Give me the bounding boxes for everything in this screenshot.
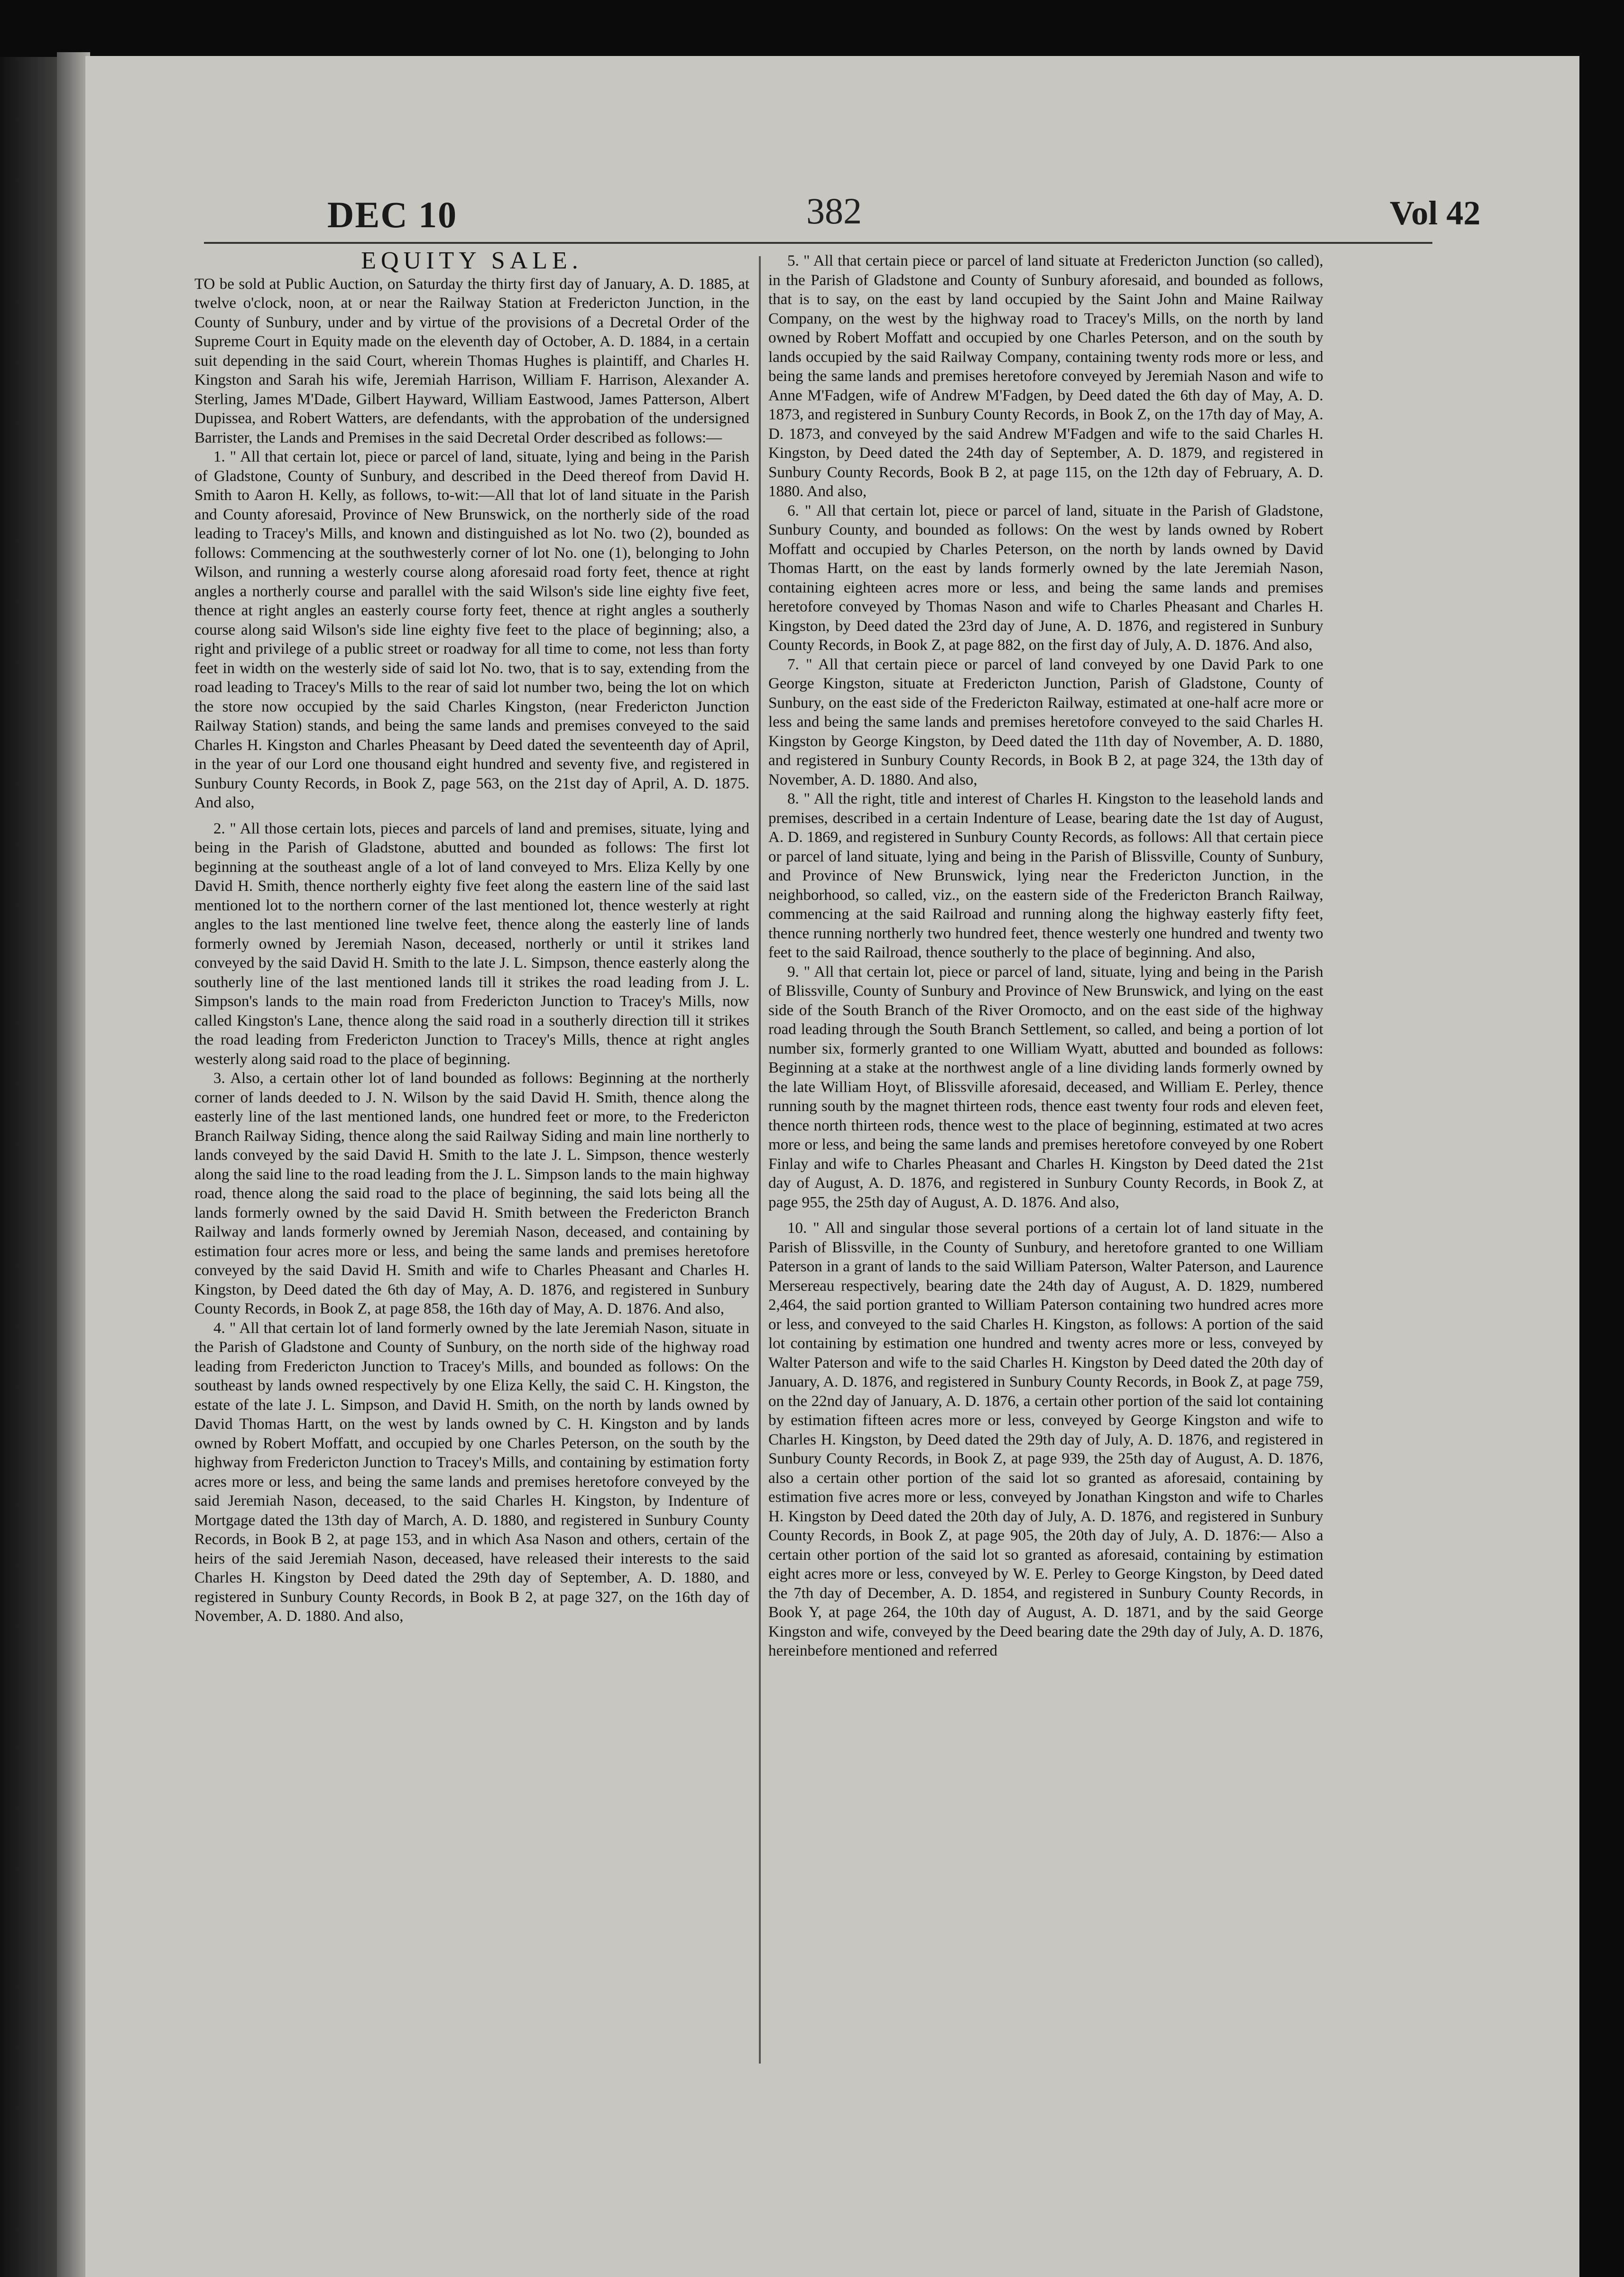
header-rule xyxy=(204,242,1432,244)
intro-paragraph: TO be sold at Public Auction, on Saturday the thirty first day of January, A. D. 1885, at twelve o'clock, noon, at or near the Railway Station at Fredericton Junction, in the County of Sunbury, under and by virtue of the provisions of a Decretal Order of the Supreme Court in Equity made on the eleventh day of October, A. D. 1884, in a certain suit depending in the said Court, wherein Thomas Hughes is plaintiff, and Charles H. Kingston and Sarah his wife, Jeremiah Harrison, William F. Harrison, Alexander A. Sterling, James M'Dade, Gilbert Hayward, William Eastwood, James Patterson, Albert Dupissea, and Robert Watters, are defendants, with the approbation of the undersigned Barrister, the Lands and Premises in the said Decretal Order described as follows:— xyxy=(194,275,749,446)
column-divider xyxy=(759,256,761,2064)
page-number: 382 xyxy=(806,190,862,231)
lot-paragraph-5: 5. " All that certain piece or parcel of land situate at Fredericton Junction (so called), in the Parish of Gladstone and County of Sunbury aforesaid, and bounded as follows, that is to say, on the east by land occupied by the Saint John and Maine Railway Company, on the west by the highway road to Tracey's Mills, on the north by land owned by Robert Moffatt and occupied by one Charles Peterson, and on the south by lands occupied by the said Railway Company, containing twenty rods more or less, and being the same lands and premises heretofore conveyed by Jeremiah Nason and wife to Anne M'Fadgen, wife of Andrew M'Fadgen, by Deed dated the 6th day of May, A. D. 1873, and registered in Sunbury County Records, in Book Z, on the 17th day of May, A. D. 1873, and conveyed by the said Andrew M'Fadgen and wife to the said Charles H. Kingston, by Deed dated the 24th day of September, A. D. 1879, and registered in Sunbury County Records, Book B 2, at page 115, on the 12th day of February, A. D. 1880. And also, xyxy=(768,252,1323,500)
page-header xyxy=(85,190,1579,255)
volume-label: Vol 42 xyxy=(1390,194,1481,232)
left-column xyxy=(194,251,749,2068)
lot-paragraph-10: 10. " All and singular those several portions of a certain lot of land situate in the Parish of Blissville, in the County of Sunbury, and heretofore granted to one William Paterson in a grant of lands to the said William Paterson, Walter Paterson, and Laurence Mersereau respectively, bearing date the 24th day of August, A. D. 1829, numbered 2,464, the said portion granted to William Paterson containing two hundred acres more or less, and conveyed to the said Charles H. Kingston, as follows: A portion of the said lot containing by estimation one hundred and twenty acres more or less, conveyed by Walter Paterson and wife to the said Charles H. Kingston by Deed dated the 20th day of January, A. D. 1876, and registered in Sunbury County Records, in Book Z, at page 759, on the 22nd day of January, A. D. 1876, a certain other portion of the said lot containing by estimation fifteen acres more or less, conveyed by George Kingston and wife to Charles H. Kingston, by Deed dated the 29th day of July, A. D. 1876, and registered in Sunbury County Records, in Book Z, at page 939, the 25th day of August, A. D. 1876, also a certain other portion of the said lot so granted as aforesaid, containing by estimation five acres more or less, conveyed by Jonathan Kingston and wife to Charles H. Kingston by Deed dated the 20th day of July, A. D. 1876, and registered in Sunbury County Records, in Book Z, at page 905, the 20th day of July, A. D. 1876:— Also a certain other portion of the said lot so granted as aforesaid, containing by estimation eight acres more or less, conveyed by W. E. Perley to George Kingston, by Deed dated the 7th day of December, A. D. 1854, and registered in Sunbury County Records, in Book Y, at page 264, the 10th day of August, A. D. 1871, and by the said George Kingston and wife, conveyed by the Deed bearing date the 29th day of July, A. D. 1876, hereinbefore mentioned and referred xyxy=(768,1220,1323,1659)
lot-paragraph-3: 3. Also, a certain other lot of land bounded as follows: Beginning at the northerly corner of lands deeded to J. N. Wilson by the said David H. Smith, thence along the easterly line of the last mentioned lands, one hundred feet or more, to the Fredericton Branch Railway Siding, thence along the said Railway Siding and main line northerly to lands conveyed by the said David H. Smith to the late J. L. Simpson, thence westerly along the said line to the road leading from the J. L. Simpson lands to the main highway road, thence along the said road to the place of beginning, the said lots being all the lands formerly owned by the said David H. Smith between the Fredericton Branch Railway and lands formerly owned by Jeremiah Nason, deceased, and containing by estimation four acres more or less, and being the same lands and premises heretofore conveyed by the said David H. Smith and wife to Charles Pheasant and Charles H. Kingston, by Deed dated the 6th day of May, A. D. 1876, and registered in Sunbury County Records, in Book Z, at page 858, the 16th day of May, A. D. 1876. And also, xyxy=(194,1070,749,1317)
lot-paragraph-4: 4. " All that certain lot of land formerly owned by the late Jeremiah Nason, situate in the Parish of Gladstone and County of Sunbury, on the north side of the highway road leading from Fredericton Junction to Tracey's Mills, and bounded as follows: On the southeast by lands owned respectively by one Eliza Kelly, the said C. H. Kingston, the estate of the late J. L. Simpson, and David H. Smith, on the north by lands owned by David Thomas Hartt, on the west by lands owned by C. H. Kingston and by lands owned by Robert Moffatt, and occupied by one Charles Peterson, on the south by the highway from Fredericton Junction to Tracey's Mills, and containing by estimation forty acres more or less, and being the same lands and premises heretofore conveyed by the said Jeremiah Nason, deceased, to the said Charles H. Kingston, by Indenture of Mortgage dated the 13th day of March, A. D. 1880, and registered in Sunbury County Records, in Book B 2, at page 153, and in which Asa Nason and others, certain of the heirs of the said Jeremiah Nason, deceased, have released their interests to the said Charles H. Kingston by Deed dated the 29th day of September, A. D. 1880, and registered in Sunbury County Records, in Book B 2, at page 327, on the 16th day of November, A. D. 1880. And also, xyxy=(194,1319,749,1625)
lot-paragraph-6: 6. " All that certain lot, piece or parcel of land, situate in the Parish of Gladstone, Sunbury County, and bounded as follows: On the west by lands owned by Robert Moffatt and occupied by Charles Peterson, on the north by lands owned by David Thomas Hartt, on the east by lands formerly owned by the late Jeremiah Nason, containing eighteen acres more or less, and being the same lands and premises heretofore conveyed by Thomas Nason and wife to Charles Pheasant and Charles H. Kingston, by Deed dated the 23rd day of June, A. D. 1876, and registered in Sunbury County Records, in Book Z, at page 882, on the first day of July, A. D. 1876. And also, xyxy=(768,502,1323,654)
right-column xyxy=(768,251,1323,2068)
lot-paragraph-1: 1. " All that certain lot, piece or parcel of land, situate, lying and being in the Parish of Gladstone, County of Sunbury, and described in the Deed thereof from David H. Smith to Aaron H. Kelly, as follows, to-wit:—All that lot of land situate in the Parish and County aforesaid, Province of New Brunswick, on the northerly side of the road leading to Tracey's Mills, and known and distinguished as lot No. two (2), bounded as follows: Commencing at the southwesterly corner of lot No. one (1), belonging to John Wilson, and running a westerly course along aforesaid road forty feet, thence at right angles a northerly course and parallel with the said Wilson's side line eighty five feet, thence at right angles an easterly course forty feet, thence at right angles a southerly course along said Wilson's side line eighty five feet to the place of beginning; also, a right and privilege of a public street or roadway for all time to come, not less than forty feet in width on the westerly side of said lot No. two, that is to say, extending from the road leading to Tracey's Mills to the rear of said lot number two, being the lot on which the store now occupied by the said Charles Kingston, (near Fredericton Junction Railway Station) stands, and being the same lands and premises conveyed to the said Charles H. Kingston and Charles Pheasant by Deed dated the seventeenth day of April, in the year of our Lord one thousand eight hundred and seventy five, and registered in Sunbury County Records, in Book Z, page 563, on the 21st day of April, A. D. 1875. And also, xyxy=(194,448,749,811)
lot-paragraph-2: 2. " All those certain lots, pieces and parcels of land and premises, situate, lying and being in the Parish of Gladstone, abutted and bounded as follows: The first lot beginning at the southeast angle of a lot of land conveyed to Mrs. Eliza Kelly by one David H. Smith, thence northerly eighty five feet along the eastern line of the said last mentioned lot to the northern corner of the last mentioned lot, thence westerly at right angles to the last mentioned line twelve feet, thence along the easterly line of lands formerly owned by Jeremiah Nason, deceased, northerly or until it strikes land conveyed by the said David H. Smith to the late J. L. Simpson, thence easterly along the southerly line of the last mentioned lands till it strikes the road leading from J. L. Simpson's lands to the main road from Fredericton Junction to Tracey's Mills, now called Kingston's Lane, thence along the said road in a southerly direction till it strikes the road leading from Fredericton Junction to Tracey's Mills, thence at right angles westerly along said road to the place of beginning. xyxy=(194,820,749,1068)
lot-paragraph-7: 7. " All that certain piece or parcel of land conveyed by one David Park to one George Kingston, situate at Fredericton Junction, Parish of Gladstone, County of Sunbury, on the east side of the Fredericton Railway, estimated at one-half acre more or less and being the same lands and premises heretofore conveyed to the said Charles H. Kingston by George Kingston, by Deed dated the 11th day of November, A. D. 1880, and registered in Sunbury County Records, in Book B 2, at page 324, the 13th day of November, A. D. 1880. And also, xyxy=(768,656,1323,788)
notice-title: EQUITY SALE. xyxy=(361,251,583,274)
lot-paragraph-8: 8. " All the right, title and interest of Charles H. Kingston to the leasehold lands and premises, described in a certain Indenture of Lease, bearing date the 1st day of August, A. D. 1869, and registered in Sunbury County Records, as follows: All that certain piece or parcel of land situate, lying and being in the Parish of Blissville, County of Sunbury, and Province of New Brunswick, lying near the Fredericton Junction, in the neighborhood, so called, viz., on the eastern side of the Fredericton Branch Railway, commencing at the said Railroad and running along the highway easterly fifty feet, thence running northerly two hundred feet, thence westerly one hundred and twenty two feet to the said Railroad, thence southerly to the place of beginning. And also, xyxy=(768,790,1323,961)
lot-paragraph-9: 9. " All that certain lot, piece or parcel of land, situate, lying and being in the Parish of Blissville, County of Sunbury and Province of New Brunswick, and lying on the east side of the South Branch of the River Oromocto, and on the east side of the highway road leading through the South Branch Settlement, so called, and being a portion of lot number six, formerly granted to one William Wyatt, abutted and bounded as follows: Beginning at a stake at the northwest angle of a line dividing lands formerly owned by the late William Hoyt, of Blissville aforesaid, deceased, and William E. Perley, thence running south by the magnet thirteen rods, thence east twenty four rods and eleven feet, thence north thirteen rods, thence west to the place of beginning, estimated at two acres more or less, and being the same lands and premises heretofore conveyed by one Robert Finlay and wife to Charles Pheasant and Charles H. Kingston by Deed dated the 21st day of August, A. D. 1876, and registered in Sunbury County Records, in Book Z, at page 955, the 25th day of August, A. D. 1876. And also, xyxy=(768,963,1323,1211)
header-date: DEC 10 xyxy=(327,194,458,235)
